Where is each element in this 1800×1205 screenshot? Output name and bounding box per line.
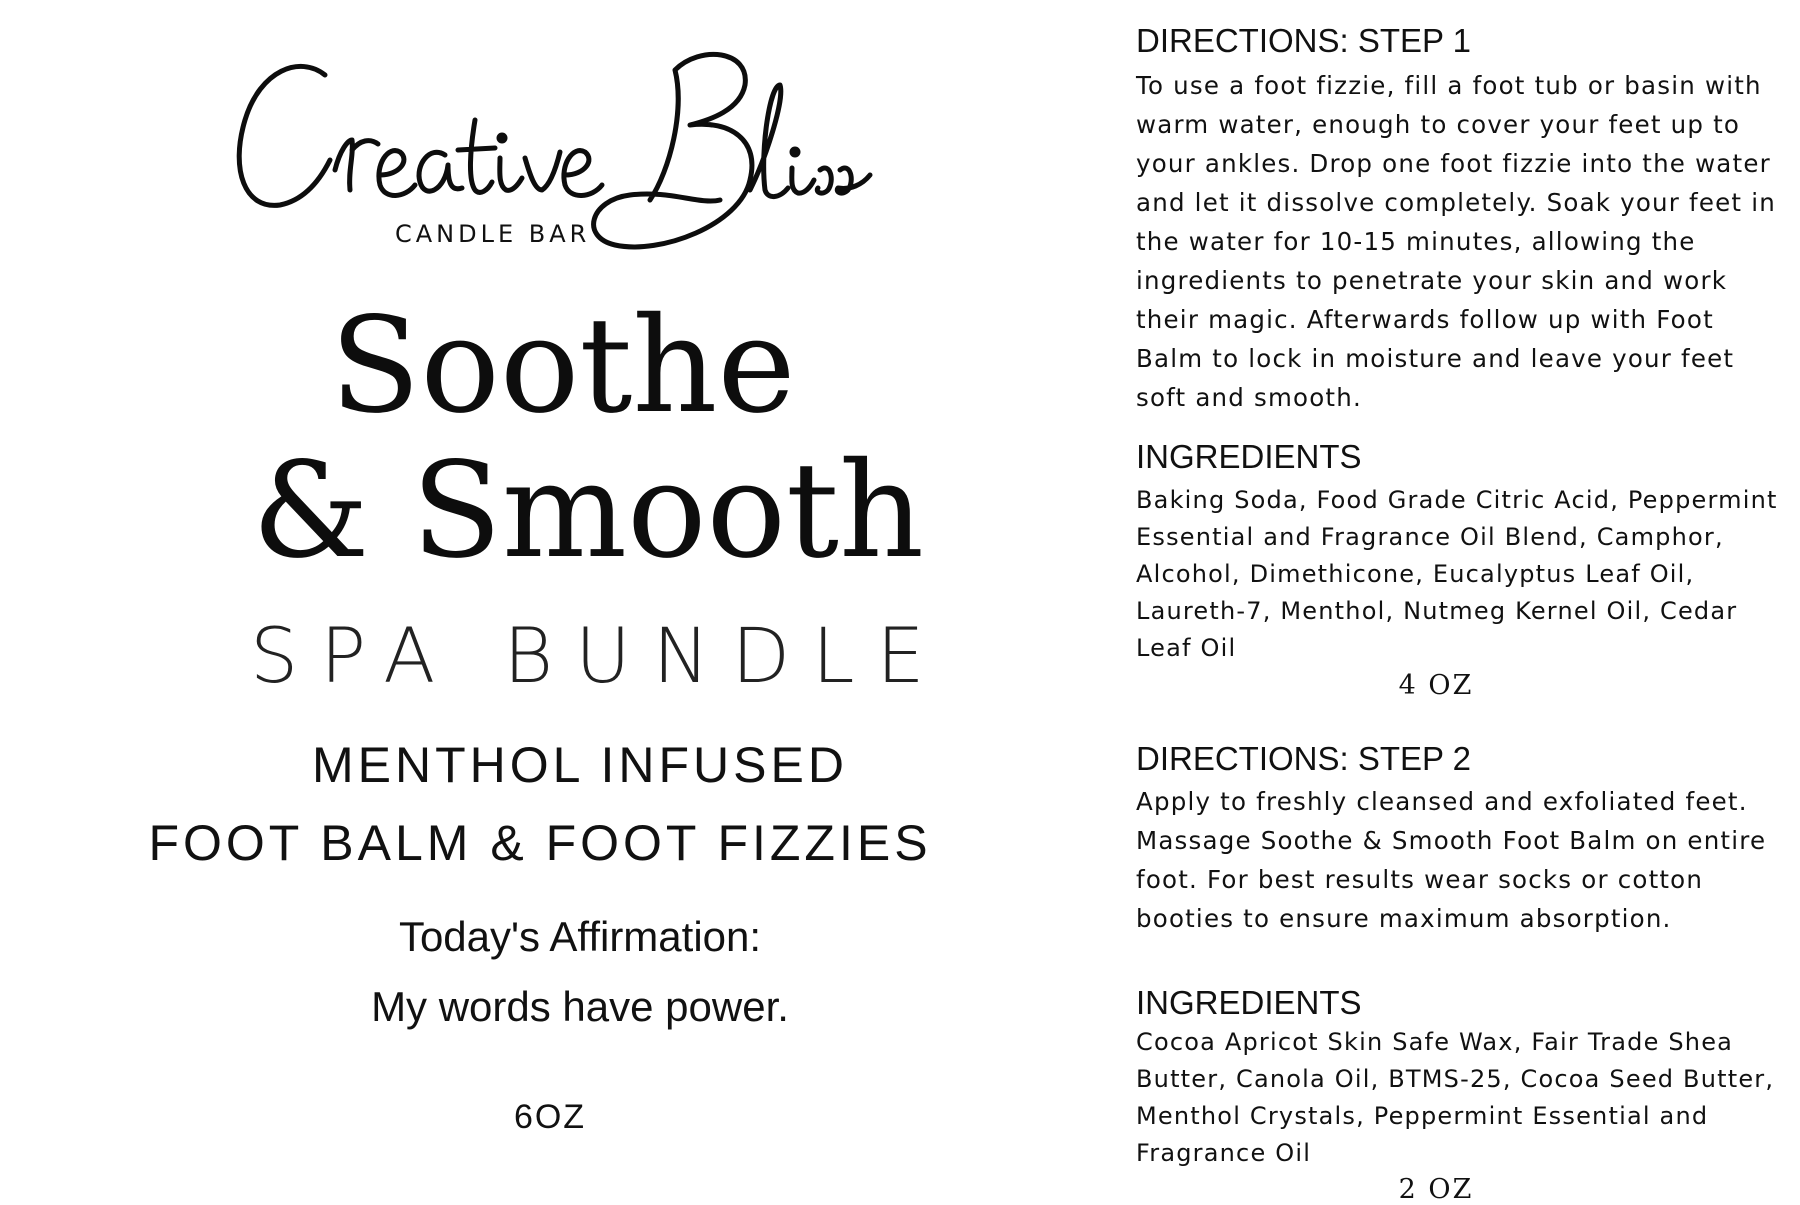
brand-tagline: CANDLE BAR [395, 220, 591, 248]
product-title-line-2: & Smooth [252, 434, 925, 588]
step2-net-weight: 2 OZ [1398, 1174, 1474, 1205]
step2-ingredients-heading: INGREDIENTS [1136, 984, 1362, 1021]
product-title-line-1: Soothe [330, 289, 796, 443]
step1-ingredients-text: Baking Soda, Food Grade Citric Acid, Peppermint Essential and Fragrance Oil Blend, Camphor, Alcohol, Dimethicone, Eucalyptus Leaf Oil, Laureth-7, Menthol, Nutmeg Kernel Oil, Cedar Leaf Oil [1136, 486, 1778, 662]
product-net-weight: 6OZ [513, 1098, 587, 1136]
step1-net-weight: 4 OZ [1398, 670, 1474, 701]
product-subtitle: SPA BUNDLE [250, 611, 947, 700]
product-back-panel [1136, 0, 1786, 1205]
product-description-line-2: FOOT BALM & FOOT FIZZIES [148, 815, 932, 871]
step2-directions-heading: DIRECTIONS: STEP 2 [1136, 740, 1471, 777]
brand-logo [230, 40, 890, 290]
affirmation-label: Today's Affirmation: [398, 913, 762, 960]
affirmation-text: My words have power. [371, 983, 789, 1030]
step2-ingredients-text: Cocoa Apricot Skin Safe Wax, Fair Trade Shea Butter, Canola Oil, BTMS-25, Cocoa Seed Butter, Menthol Crystals, Peppermint Essential and Fragrance Oil [1136, 1028, 1775, 1167]
step1-directions-text: To use a foot fizzie, fill a foot tub or basin with warm water, enough to cover your feet up to your ankles. Drop one foot fizzie into the water and let it dissolve completely. Soak your feet in the water for 10-15 minutes, allowing the ingredients to penetrate your skin and work their magic. Afterwards follow up with Foot Balm to lock in moisture and leave your feet soft and smooth. [1136, 71, 1776, 412]
step2-directions-text: Apply to freshly cleansed and exfoliated feet. Massage Soothe & Smooth Foot Balm on entire foot. For best results wear socks or cotton booties to ensure maximum absorption. [1136, 787, 1767, 933]
creative-bliss-script-logo [230, 40, 890, 290]
step1-directions-heading: DIRECTIONS: STEP 1 [1136, 22, 1471, 59]
product-description-line-1: MENTHOL INFUSED [312, 737, 848, 793]
step1-ingredients-heading: INGREDIENTS [1136, 438, 1362, 475]
